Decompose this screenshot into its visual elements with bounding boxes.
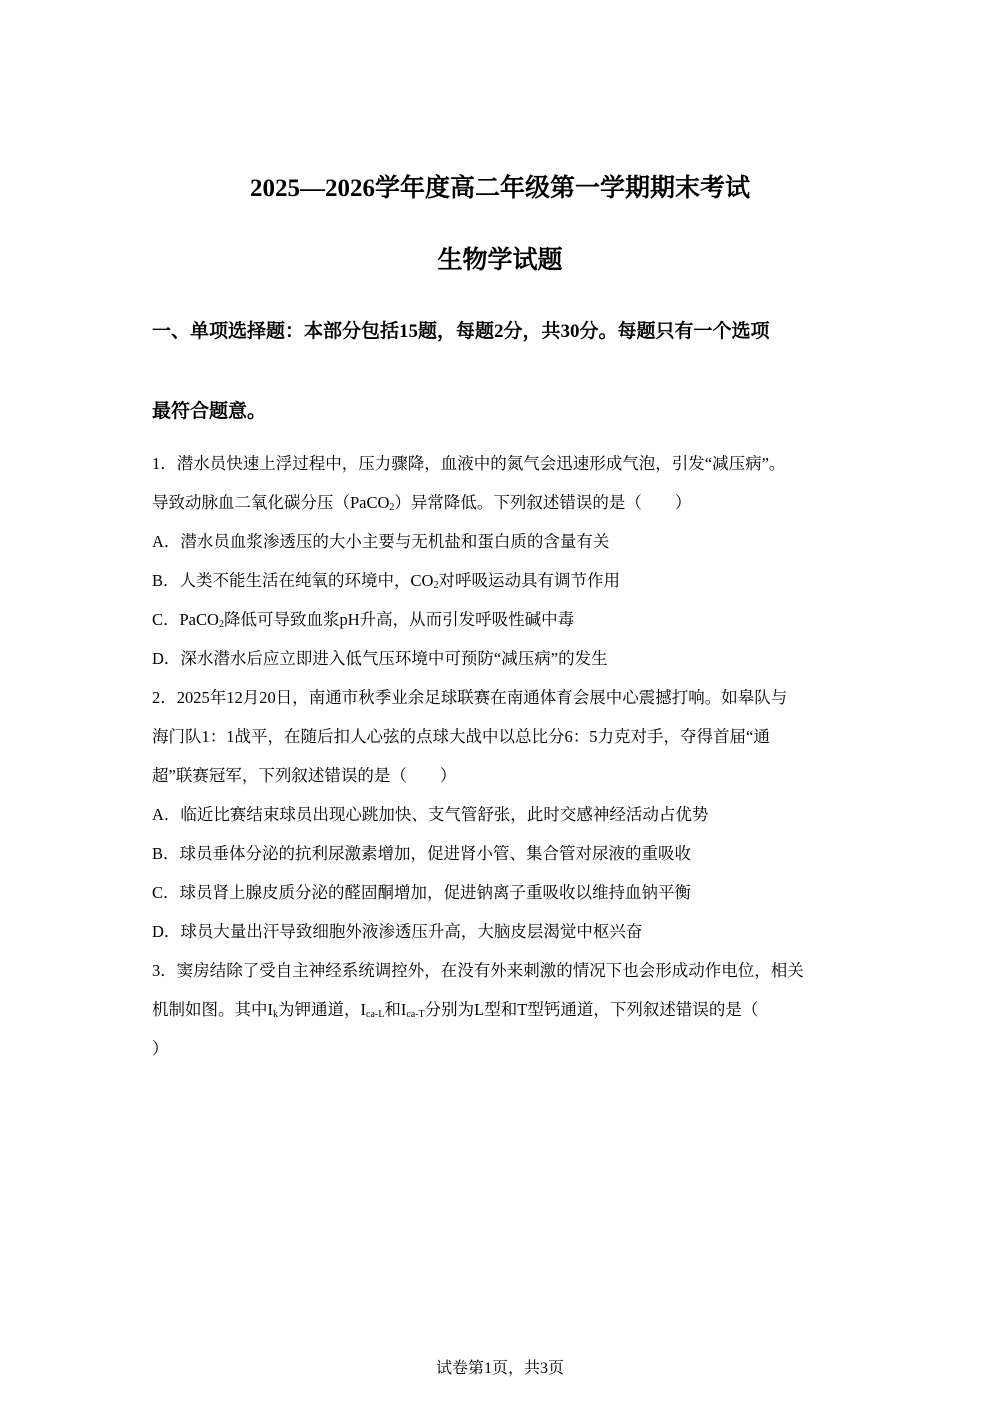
q1-option-b-a: B．人类不能生活在纯氧的环境中，CO	[152, 571, 434, 590]
q1-stem-line1: 1．潜水员快速上浮过程中，压力骤降，血液中的氮气会迅速形成气泡，引发“减压病”。	[152, 454, 786, 473]
q1-option-c-b: 降低可导致血浆pH升高，从而引发呼吸性碱中毒	[223, 610, 575, 629]
q3-stem-line2-c: 和I	[384, 1000, 407, 1019]
q1-option-c-a: C．PaCO	[152, 610, 219, 629]
q2-stem-line3: 超”联赛冠军，下列叙述错误的是（ ）	[152, 766, 457, 785]
page-footer: 试卷第1页，共3页	[435, 1360, 564, 1377]
q2-stem-line1: 2．2025年12月20日，南通市秋季业余足球联赛在南通体育会展中心震撼打响。如皋队与	[152, 688, 788, 707]
q1-option-a: A．潜水员血浆渗透压的大小主要与无机盐和蛋白质的含量有关	[152, 532, 610, 551]
q1-stem-line2	[152, 489, 852, 513]
q3-stem-line2-a: 机制如图。其中I	[152, 1000, 273, 1019]
q1-option-c	[152, 606, 852, 630]
q2-option-d: D．球员大量出汗导致细胞外液渗透压升高，大脑皮层渴觉中枢兴奋	[152, 922, 643, 941]
q3-stem-line2-sub3: ca-T	[406, 1009, 425, 1020]
q2-option-c: C．球员肾上腺皮质分泌的醛固酮增加，促进钠离子重吸收以维持血钠平衡	[152, 883, 692, 902]
q3-stem-line2-b: 为钾通道，I	[278, 1000, 366, 1019]
section-header-line2: 最符合题意。	[152, 401, 267, 422]
q3-stem-line2-d: 分别为L型和T型钙通道，下列叙述错误的是（	[424, 1000, 759, 1019]
exam-subtitle: 生物学试题	[437, 247, 563, 274]
q3-stem-line2	[152, 996, 852, 1020]
q1-stem-line2-b: ）异常降低。下列叙述错误的是（ ）	[394, 493, 692, 512]
q1-option-d: D．深水潜水后应立即进入低气压环境中可预防“减压病”的发生	[152, 649, 608, 668]
q2-stem-line2: 海门队1：1战平，在随后扣人心弦的点球大战中以总比分6：5力克对手，夺得首届“通	[152, 727, 770, 746]
q3-stem-line2-sub2: ca-L	[366, 1009, 385, 1020]
q3-stem-line1: 3．窦房结除了受自主神经系统调控外，在没有外来刺激的情况下也会形成动作电位，相关	[152, 961, 804, 980]
exam-title: 2025—2026学年度高二年级第一学期期末考试	[249, 175, 750, 202]
q2-option-a: A．临近比赛结束球员出现心跳加快、支气管舒张，此时交感神经活动占优势	[152, 805, 709, 824]
q3-stem-line3: ）	[152, 1039, 169, 1058]
q3-stem-line2-sub1: k	[273, 1009, 278, 1020]
q1-option-b-b: 对呼吸运动具有调节作用	[438, 571, 620, 590]
q1-option-c-sub: 2	[218, 619, 224, 630]
q1-stem-line2-sub: 2	[389, 502, 395, 513]
q1-option-b-sub: 2	[433, 580, 439, 591]
q2-option-b: B．球员垂体分泌的抗利尿激素增加，促进肾小管、集合管对尿液的重吸收	[152, 844, 692, 863]
section-header-line1: 一、单项选择题：本部分包括15题，每题2分，共30分。每题只有一个选项	[152, 321, 770, 342]
q1-stem-line2-a: 导致动脉血二氧化碳分压（PaCO	[152, 493, 390, 512]
q1-option-b	[152, 567, 852, 591]
